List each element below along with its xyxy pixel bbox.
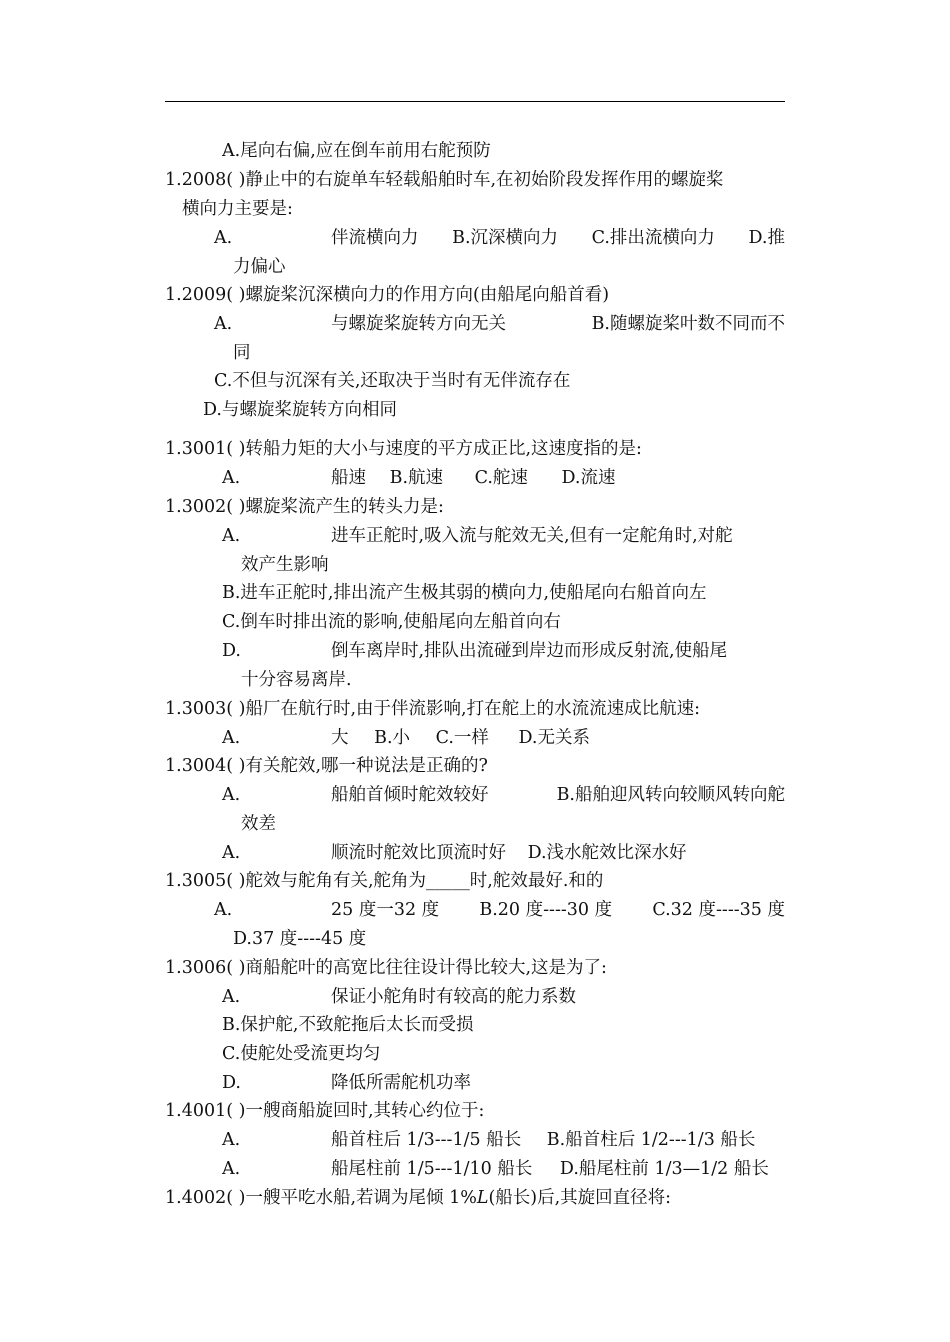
option-c: C.一样 <box>435 728 489 748</box>
option-continuation: 十分容易离岸. <box>241 670 352 690</box>
option-letter: A. <box>222 468 241 488</box>
option-c: C.舵速 <box>474 468 528 488</box>
options-row <box>331 313 785 335</box>
option-b: B.小 <box>374 728 411 748</box>
option-d: D.推 <box>748 228 785 248</box>
option-a-text: 船舶首倾时舵效较好 <box>331 785 489 805</box>
question-1-2008: 1.2008( )静止中的右旋单车轻载船舶时车,在初始阶段发挥作用的螺旋桨 <box>165 170 724 190</box>
question-1-3004: 1.3004( )有关舵效,哪一种说法是正确的? <box>165 756 488 776</box>
option-a-text: 25 度一32 度 <box>331 900 440 920</box>
option-continuation: 力偏心 <box>233 257 286 277</box>
option-b: B.进车正舵时,排出流产生极其弱的横向力,使船尾向右船首向左 <box>222 583 707 603</box>
question-1-4002 <box>165 1187 671 1209</box>
option-d: D.37 度----45 度 <box>233 929 367 949</box>
question-1-3001: 1.3001( )转船力矩的大小与速度的平方成正比,这速度指的是: <box>165 439 642 459</box>
options-row <box>331 1158 769 1180</box>
option-b: B.随螺旋桨叶数不同而不 <box>591 314 785 334</box>
option-b: B.船舶迎风转向较顺风转向舵 <box>556 785 785 805</box>
option-d: D.无关系 <box>518 728 590 748</box>
options-row <box>331 467 616 489</box>
question-1-3005: 1.3005( )舵效与舵角有关,舵角为_____时,舵效最好.和的 <box>165 871 604 891</box>
option-line: A.尾向右偏,应在倒车前用右舵预防 <box>222 141 491 161</box>
option-b: B.保护舵,不致舵拖后太长而受损 <box>222 1015 474 1035</box>
option-continuation: 效差 <box>241 814 276 834</box>
question-1-3002: 1.3002( )螺旋桨流产生的转头力是: <box>165 497 444 517</box>
question-text: (船长)后,其旋回直径将: <box>488 1188 672 1208</box>
question-1-4001: 1.4001( )一艘商船旋回时,其转心约位于: <box>165 1101 485 1121</box>
option-letter: A. <box>214 314 233 334</box>
question-continuation: 横向力主要是: <box>182 199 293 219</box>
option-continuation: 效产生影响 <box>241 555 329 575</box>
option-letter: A. <box>214 900 233 920</box>
option-c: C.不但与沉深有关,还取决于当时有无伴流存在 <box>214 371 571 391</box>
options-row <box>331 1129 755 1151</box>
options-row <box>331 784 785 806</box>
option-c: C.排出流横向力 <box>591 228 715 248</box>
option-letter: A. <box>222 526 241 546</box>
option-d-text: 降低所需舵机功率 <box>331 1073 471 1093</box>
option-d: D.船尾柱前 1/3—1/2 船长 <box>559 1159 769 1179</box>
option-a-text: 船首柱后 1/3---1/5 船长 <box>331 1130 522 1150</box>
option-c-text: 船尾柱前 1/5---1/10 船长 <box>331 1159 533 1179</box>
options-row <box>331 227 785 249</box>
option-letter: A. <box>222 987 241 1007</box>
question-text: 1.4002( )一艘平吃水船,若调为尾倾 1% <box>165 1188 477 1208</box>
option-d: D.浅水舵效比深水好 <box>527 843 687 863</box>
option-c: C.使舵处受流更均匀 <box>222 1044 381 1064</box>
option-a-text: 与螺旋桨旋转方向无关 <box>331 314 506 334</box>
option-d-text: 倒车离岸时,排队出流碰到岸边而形成反射流,使船尾 <box>331 641 728 661</box>
option-b: B.船首柱后 1/2---1/3 船长 <box>546 1130 756 1150</box>
question-1-3003: 1.3003( )船厂在航行时,由于伴流影响,打在舵上的水流流速成比航速: <box>165 699 700 719</box>
option-a-text: 保证小舵角时有较高的舵力系数 <box>331 987 576 1007</box>
option-letter: A. <box>222 1130 241 1150</box>
option-letter: A. <box>222 1159 241 1179</box>
option-a-text: 伴流横向力 <box>331 228 419 248</box>
option-letter: D. <box>222 1073 241 1093</box>
option-d: D.流速 <box>561 468 616 488</box>
ship-length-symbol: L <box>476 1188 489 1208</box>
option-c: C.32 度----35 度 <box>652 900 785 920</box>
option-a-text: 大 <box>331 728 349 748</box>
options-row <box>331 899 785 921</box>
option-c-text: 顺流时舵效比顶流时好 <box>331 843 506 863</box>
header-rule <box>165 101 785 102</box>
option-d: D.与螺旋桨旋转方向相同 <box>203 400 397 420</box>
question-1-3006: 1.3006( )商船舵叶的高宽比往往设计得比较大,这是为了: <box>165 958 607 978</box>
option-a-text: 进车正舵时,吸入流与舵效无关,但有一定舵角时,对舵 <box>331 526 733 546</box>
option-letter: A. <box>214 228 233 248</box>
question-1-2009: 1.2009( )螺旋桨沉深横向力的作用方向(由船尾向船首看) <box>165 285 610 305</box>
option-letter: A. <box>222 785 241 805</box>
option-letter: A. <box>222 728 241 748</box>
option-b: B.20 度----30 度 <box>479 900 613 920</box>
option-letter: D. <box>222 641 241 661</box>
option-c: C.倒车时排出流的影响,使船尾向左船首向右 <box>222 612 561 632</box>
options-row <box>331 842 687 864</box>
option-b: B.航速 <box>389 468 444 488</box>
option-letter: A. <box>222 843 241 863</box>
option-continuation: 同 <box>233 343 251 363</box>
option-b: B.沉深横向力 <box>452 228 559 248</box>
option-a-text: 船速 <box>331 468 366 488</box>
options-row <box>331 727 590 749</box>
